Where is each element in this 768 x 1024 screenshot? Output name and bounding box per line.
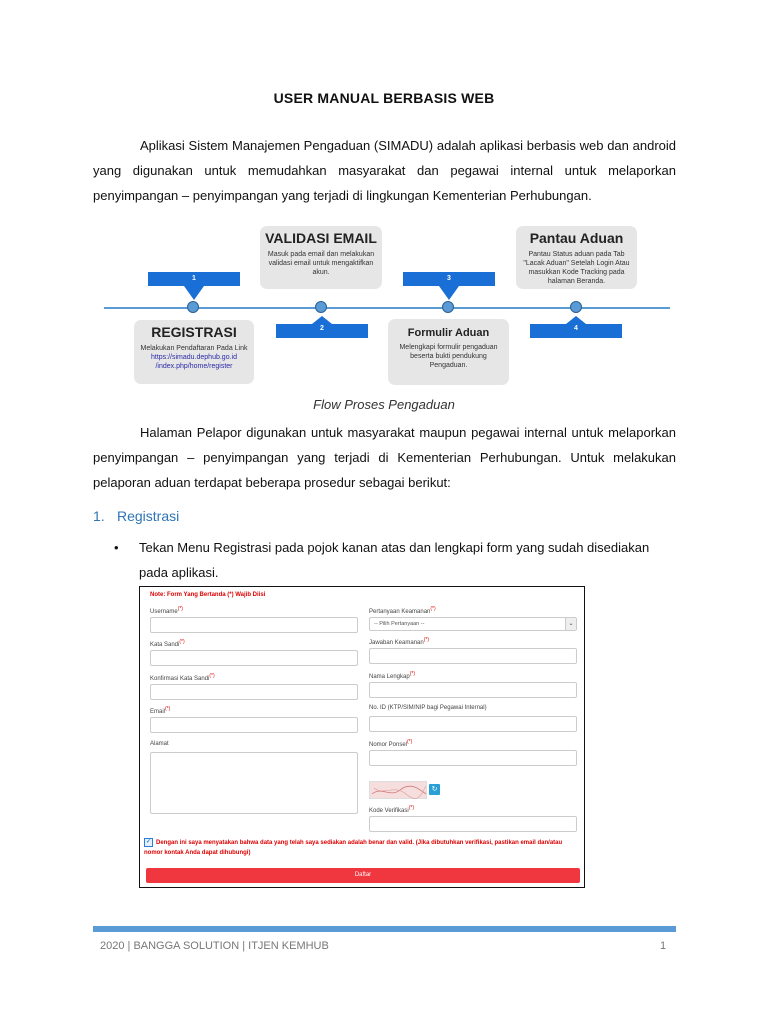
email-label: Email(*) [150,706,171,715]
bullet-dot-icon: • [114,540,119,555]
section-number: 1. [93,508,105,524]
address-textarea[interactable] [150,752,358,814]
id-number-label: No. ID (KTP/SIM/NIP bagi Pegawai Internal) [369,705,487,711]
step-1-box [134,320,254,384]
page-title: USER MANUAL BERBASIS WEB [273,90,495,106]
section-heading [93,508,179,524]
step-3-number: 3 [447,275,451,282]
bullet-text: Tekan Menu Registrasi pada pojok kanan atas dan lengkapi form yang sudah disediakan pada aplikasi. [139,540,650,580]
pelapor-paragraph: Halaman Pelapor digunakan untuk masyarakat maupun pegawai internal untuk melaporkan penyimpangan – penyimpangan yang terjadi di Kementerian Perhubungan. Untuk melakukan pelaporan aduan terdapat beberapa prosedur sebagai berikut: [93,425,676,490]
flow-diagram [100,222,670,392]
security-answer-label: Jawaban Keamanan(*) [369,637,429,646]
agreement-checkbox[interactable]: ✓ [145,839,152,845]
confirm-password-label: Konfirmasi Kata Sandi(*) [150,673,215,682]
agreement-row [144,838,580,858]
timeline-node-2 [315,301,327,313]
register-button[interactable]: Daftar [146,868,580,883]
figure-caption: Flow Proses Pengaduan [313,397,455,412]
step-4-title: Pantau Aduan [529,230,624,246]
phone-input[interactable] [369,750,577,766]
chevron-down-icon: ⌄ [565,618,576,630]
id-number-input[interactable] [369,716,577,732]
step-4-desc: Pantau Status aduan pada Tab "Lacak Aduan" Setelah Login Atau masukkan Kode Tracking pada halaman Beranda. [523,251,630,285]
step-3-title: Formulir Aduan [407,327,490,339]
registration-form [139,586,585,888]
footer-rule [93,926,676,932]
confirm-password-input[interactable] [150,684,358,700]
step-1-number: 1 [192,275,196,282]
step-4-number: 4 [574,325,578,332]
footer-text: 2020 | BANGGA SOLUTION | ITJEN KEMHUB [100,940,329,952]
password-label: Kata Sandi(*) [150,639,185,648]
verification-code-label: Kode Verifikasi(*) [369,805,414,814]
security-question-label: Pertanyaan Keamanan(*) [369,606,436,615]
email-input[interactable] [150,717,358,733]
agreement-text: Dengan ini saya menyatakan bahwa data yang telah saya sediakan adalah benar dan valid. (Jika dibutuhkan verifikasi, pastikan email dan/atau nomor kontak Anda dapat dihubungi) [144,840,563,857]
step-4-box [516,226,637,289]
username-label: Username(*) [150,606,183,615]
password-input[interactable] [150,650,358,666]
step-3-box [388,319,509,385]
step-3-desc: Melengkapi formulir pengaduan beserta bukti pendukung Pengaduan. [399,344,498,369]
form-note: Note: Form Yang Bertanda (*) Wajib Diisi [150,592,266,598]
phone-label: Nomor Ponsel(*) [369,739,413,748]
address-label: Alamat [150,741,169,747]
username-input[interactable] [150,617,358,633]
security-question-select[interactable]: -- Pilih Pertanyaan -- ⌄ [369,617,577,631]
fullname-input[interactable] [369,682,577,698]
refresh-captcha-icon[interactable]: ↻ [429,784,440,795]
step-2-title: VALIDASI EMAIL [265,230,377,246]
step-2-box [260,226,382,289]
timeline-node-4 [570,301,582,313]
verification-code-input[interactable] [369,816,577,832]
section-title: Registrasi [117,508,180,524]
step-2-number: 2 [320,325,324,332]
timeline-node-1 [187,301,199,313]
bullet-item [114,535,676,585]
step-1-link[interactable]: https://simadu.dephub.go.id /index.php/home/register [150,354,237,370]
step-1-title: REGISTRASI [151,324,237,340]
fullname-label: Nama Lengkap(*) [369,671,415,680]
timeline-node-3 [442,301,454,313]
page-number: 1 [660,940,667,952]
security-answer-input[interactable] [369,648,577,664]
step-2-desc: Masuk pada email dan melakukan validasi email untuk mengaktifkan akun. [267,251,375,276]
captcha-image [369,781,427,799]
intro-paragraph: Aplikasi Sistem Manajemen Pengaduan (SIMADU) adalah aplikasi berbasis web dan android yang digunakan untuk memudahkan masyarakat dan pegawai internal untuk melaporkan penyimpangan – penyimpangan yang terjadi di lingkungan Kementerian Perhubungan. [93,138,676,203]
step-1-desc: Melakukan Pendaftaran Pada Link [140,345,248,352]
